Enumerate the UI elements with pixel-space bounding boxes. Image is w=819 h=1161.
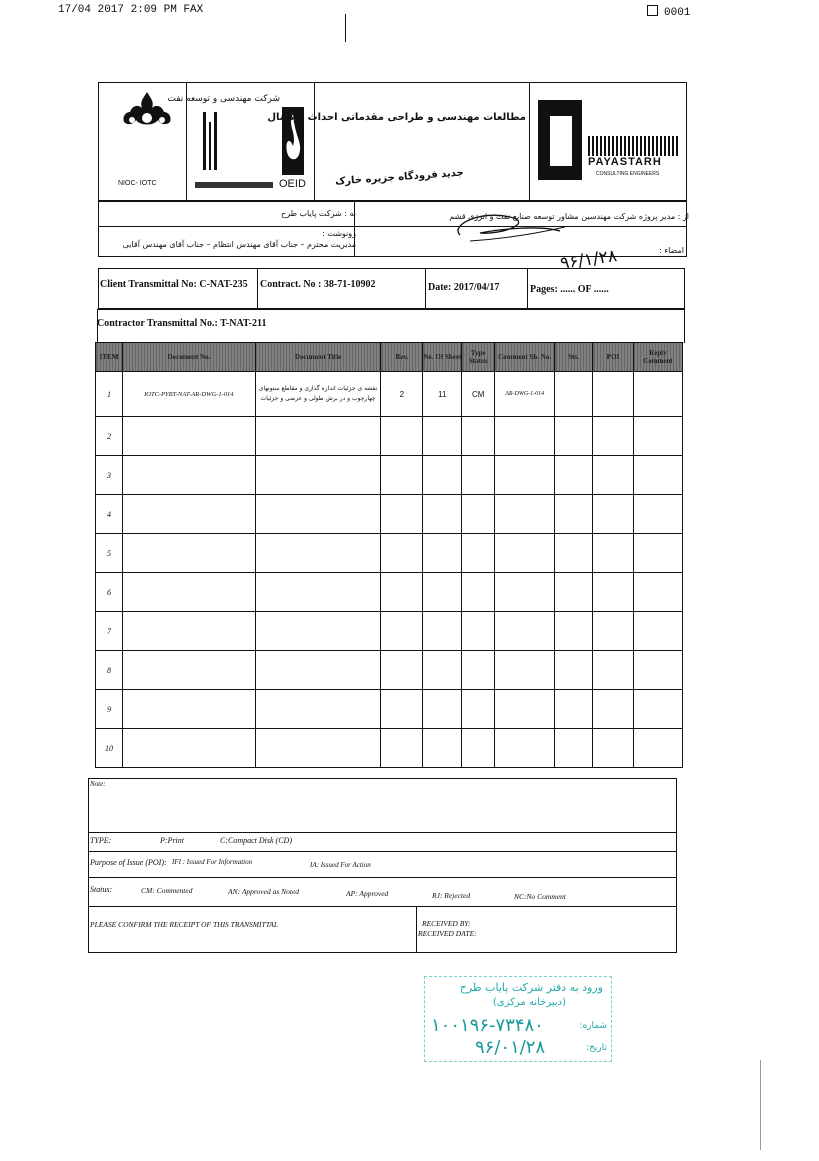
nioc-label: NIOC- IOTC [118, 180, 157, 187]
from-field: از : مدیر پروژه شرکت مهندسین مشاور توسعه صنایع نفت و انرژی قشم [449, 212, 689, 221]
cc-label: رونوشت : [322, 229, 356, 238]
row-type: CM [462, 372, 495, 417]
header-reply: Reply Comment [633, 343, 682, 372]
oeid-logo: شرکت مهندسی و توسعه نفت OEID [167, 94, 306, 190]
fax-header-datetime: 17/04 2017 2:09 PM FAX [58, 4, 204, 16]
pages: Pages: ...... OF ...... [530, 284, 609, 295]
purpose-ifi: IFI : Issued For Information [172, 858, 253, 866]
stamp-number: ۱۰۰۱۹۶-۷۳۴۸۰ [431, 1015, 544, 1036]
type-print: P:Print [160, 836, 184, 845]
status-ap: AP: Approved [346, 889, 389, 898]
row-rev: 2 [381, 372, 423, 417]
row-doc-no: IOTC-PYBT-NAT-AR-DWG-1-014 [122, 372, 255, 417]
table-row: 3 [96, 456, 683, 495]
header-comment-no: Comment Sh. No. [495, 343, 555, 372]
status-nc: NC:No Comment [514, 892, 566, 901]
status-cm: CM: Commented [141, 886, 193, 895]
purpose-ia: IA: Issued For Action [310, 861, 371, 869]
receipt-stamp: ورود به دفتر شرکت پایاب طرح (دبیرخانه مرکزی) شماره: ۱۰۰۱۹۶-۷۳۴۸۰ تاریخ: ۹۶/۰۱/۲۸ [424, 976, 612, 1062]
header-doc-no: Document No. [122, 343, 255, 372]
note-label: Note: [90, 780, 106, 788]
handwritten-date: ۹۶/۱/۲۸ [558, 246, 619, 274]
row-item: 1 [96, 372, 123, 417]
nioc-logo [120, 90, 174, 130]
table-row: 6 [96, 573, 683, 612]
confirm-receipt: PLEASE CONFIRM THE RECEIPT OF THIS TRANSMITTAL [90, 920, 279, 929]
table-row: 5 [96, 534, 683, 573]
row-title: نقشه ی جزئیات اندازه گذاری و مقاطع ستونهای چهارچوب و در برش طولی و عرضی و جزئیات [255, 372, 381, 417]
table-row: 8 [96, 651, 683, 690]
document-table [95, 342, 683, 768]
table-row: 4 [96, 495, 683, 534]
table-row: 7 [96, 612, 683, 651]
stamp-date: ۹۶/۰۱/۲۸ [475, 1037, 546, 1058]
sign-label: امضاء : [659, 246, 684, 255]
table-row: 9 [96, 690, 683, 729]
fax-marker [345, 14, 346, 42]
received-by: RECEIVED BY: [422, 919, 471, 928]
row-sheets: 11 [423, 372, 462, 417]
project-subtitle: جدید فرودگاه جزیره خارک [334, 167, 465, 188]
received-date: RECEIVED DATE: [418, 929, 477, 938]
header-type: Type Status [462, 343, 495, 372]
type-label: TYPE: [90, 836, 112, 845]
transmittal-date: Date: 2017/04/17 [428, 282, 500, 293]
contract-no: Contract. No : 38-71-10902 [260, 279, 376, 290]
purpose-label: Purpose of Issue (POI): [90, 858, 167, 867]
client-transmittal: Client Transmittal No: C-NAT-235 [100, 279, 248, 290]
table-row: 2 [96, 417, 683, 456]
header-poi: POI [593, 343, 634, 372]
header-sts: Sts. [555, 343, 593, 372]
status-rj: RJ: Rejected [432, 891, 471, 900]
header-rev: Rev. [381, 343, 423, 372]
table-row: 10 [96, 729, 683, 768]
cc-field: مدیریت محترم – جناب آقای مهندس انتظام – جناب آقای مهندس آقایی [122, 240, 356, 249]
status-label: Status: [90, 885, 113, 894]
table-header-row [96, 343, 683, 372]
project-title: مطالعات مهندسی و طراحی مقدماتی احداث ترمینال [267, 112, 526, 123]
signature [440, 205, 570, 255]
fax-page-icon [647, 5, 658, 16]
type-cd: C:Compact Disk (CD) [220, 836, 292, 845]
table-row [96, 372, 683, 417]
row-comment-no: AR-DWG-1-014 [495, 372, 555, 417]
fax-page-number: 0001 [647, 5, 690, 19]
status-an: AN: Approved as Noted [228, 887, 300, 896]
header-sheets: No. Of Sheet [423, 343, 462, 372]
to-field: به : شرکت پایاب طرح [281, 209, 356, 218]
header-item: ITEM [96, 343, 123, 372]
header-title: Document Title [255, 343, 381, 372]
payastarh-logo: PAYASTARH CONSULTING ENGINEERS [538, 100, 678, 190]
contractor-transmittal: Contractor Transmittal No.: T-NAT-211 [97, 318, 267, 329]
